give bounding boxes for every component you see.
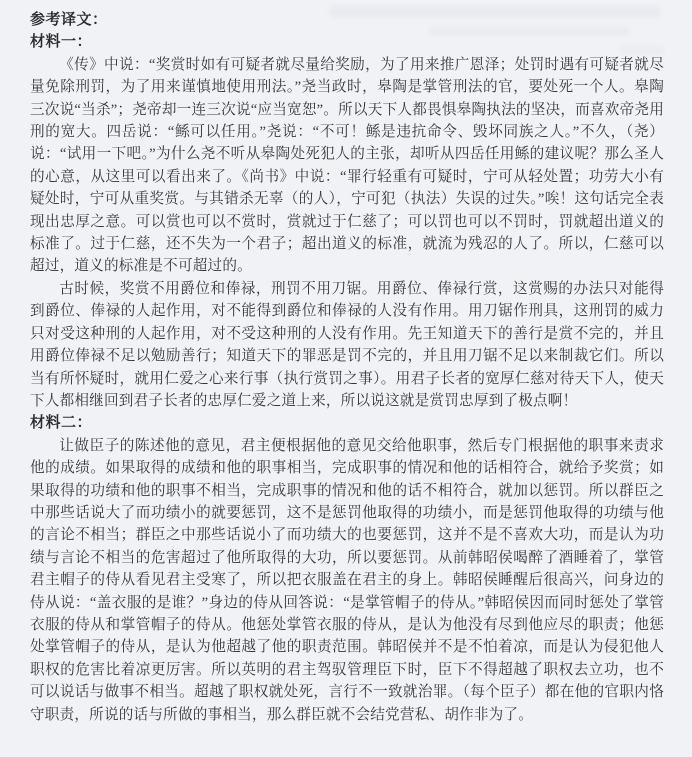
section-heading-material-1: 材料一：	[30, 34, 93, 51]
material-2-paragraph-1: 让做臣子的陈述他的意见，君主便根据他的意见交给他职事，然后专门根据他的职事来责求他的成绩。如果取得的成绩和他的职事相当，完成职事的情况和他的话相符合，就给予奖赏；如果取得的功绩和他的职事不相当，完成职事的情况和他的话不相符合，就加以惩罚。所以群臣之中那些话说大了而功绩小的就要惩罚，这不是惩罚他取得的功绩小，而是惩罚他取得的功绩与他的言论不相当；群臣之中那些话说小了而功绩大的也要惩罚，这并不是不喜欢大功，而是认为功绩与言论不相当的危害超过了他所取得的大功，所以要惩罚。从前韩昭侯喝醉了酒睡着了，掌管君主帽子的侍从看见君主受寒了，所以把衣服盖在君主的身上。韩昭侯睡醒后很高兴，问身边的侍从说：“盖衣服的是谁？”身边的侍从回答说：“是掌管帽子的侍从。”韩昭侯因而同时惩处了掌管衣服的侍从和掌管帽子的侍从。他惩处掌管衣服的侍从，是认为他没有尽到他应尽的职责；他惩处掌管帽子的侍从，是认为他超越了他的职责范围。韩昭侯并不是不怕着凉，而是认为侵犯他人职权的危害比着凉更厉害。所以英明的君主驾驭管理臣下时，臣下不得超越了职权去立功，也不可以说话与做事不相当。超越了职权就处死，言行不一致就治罪。（每个臣子）都在他的官职内恪守职责，所说的话与所做的事相当，那么群臣就不会结党营私、胡作非为了。	[30, 437, 664, 723]
page-title: 参考译文：	[30, 12, 108, 28]
section-heading-material-2: 材料二：	[30, 415, 93, 432]
material-1-paragraph-1: 《传》中说：“奖赏时如有可疑者就尽量给奖励，为了用来推广恩泽；处罚时遇有可疑者就尽量免除刑罚，为了用来谨慎地使用刑法。”尧当政时，皋陶是掌管刑法的官，要处死一个人。皋陶三次说“当杀”；尧帝却一连三次说“应当宽恕”。所以天下人都畏惧皋陶执法的坚决，而喜欢帝尧用刑的宽大。四岳说：“鲧可以任用。”尧说：“不可！鲧是违抗命令、毁坏同族之人。”不久，（尧）说：“试用一下吧。”为什么尧不听从皋陶处死犯人的主张，却听从四岳任用鲧的建议呢？那么圣人的心意，从这里可以看出来了。《尚书》中说：“罪行轻重有可疑时，宁可从轻处置；功劳大小有疑处时，宁可从重奖赏。与其错杀无辜（的人），宁可犯（执法）失误的过失。”唉！这句话完全表现出忠厚之意。可以赏也可以不赏时，赏就过于仁慈了；可以罚也可以不罚时，罚就超出道义的标准了。过于仁慈，还不失为一个君子；超出道义的标准，就流为残忍的人了。所以，仁慈可以超过，道义的标准是不可超过的。	[30, 56, 664, 275]
material-1-paragraph-2: 古时候，奖赏不用爵位和俸禄，刑罚不用刀锯。用爵位、俸禄行赏，这赏赐的办法只对能得到爵位、俸禄的人起作用，对不能得到爵位和俸禄的人没有作用。用刀锯作刑具，这刑罚的威力只对受这种刑的人起作用，对不受这种刑的人没有作用。先王知道天下的善行是赏不完的，并且用爵位俸禄不足以勉励善行；知道天下的罪恶是罚不完的，并且用刀锯不足以来制裁它们。所以当有所怀疑时，就用仁爱之心来行事（执行赏罚之事）。用君子长者的宽厚仁慈对待天下人，使天下人都相继回到君子长者的忠厚仁爱之道上来，所以说这就是赏罚忠厚到了极点啊！	[30, 280, 664, 409]
